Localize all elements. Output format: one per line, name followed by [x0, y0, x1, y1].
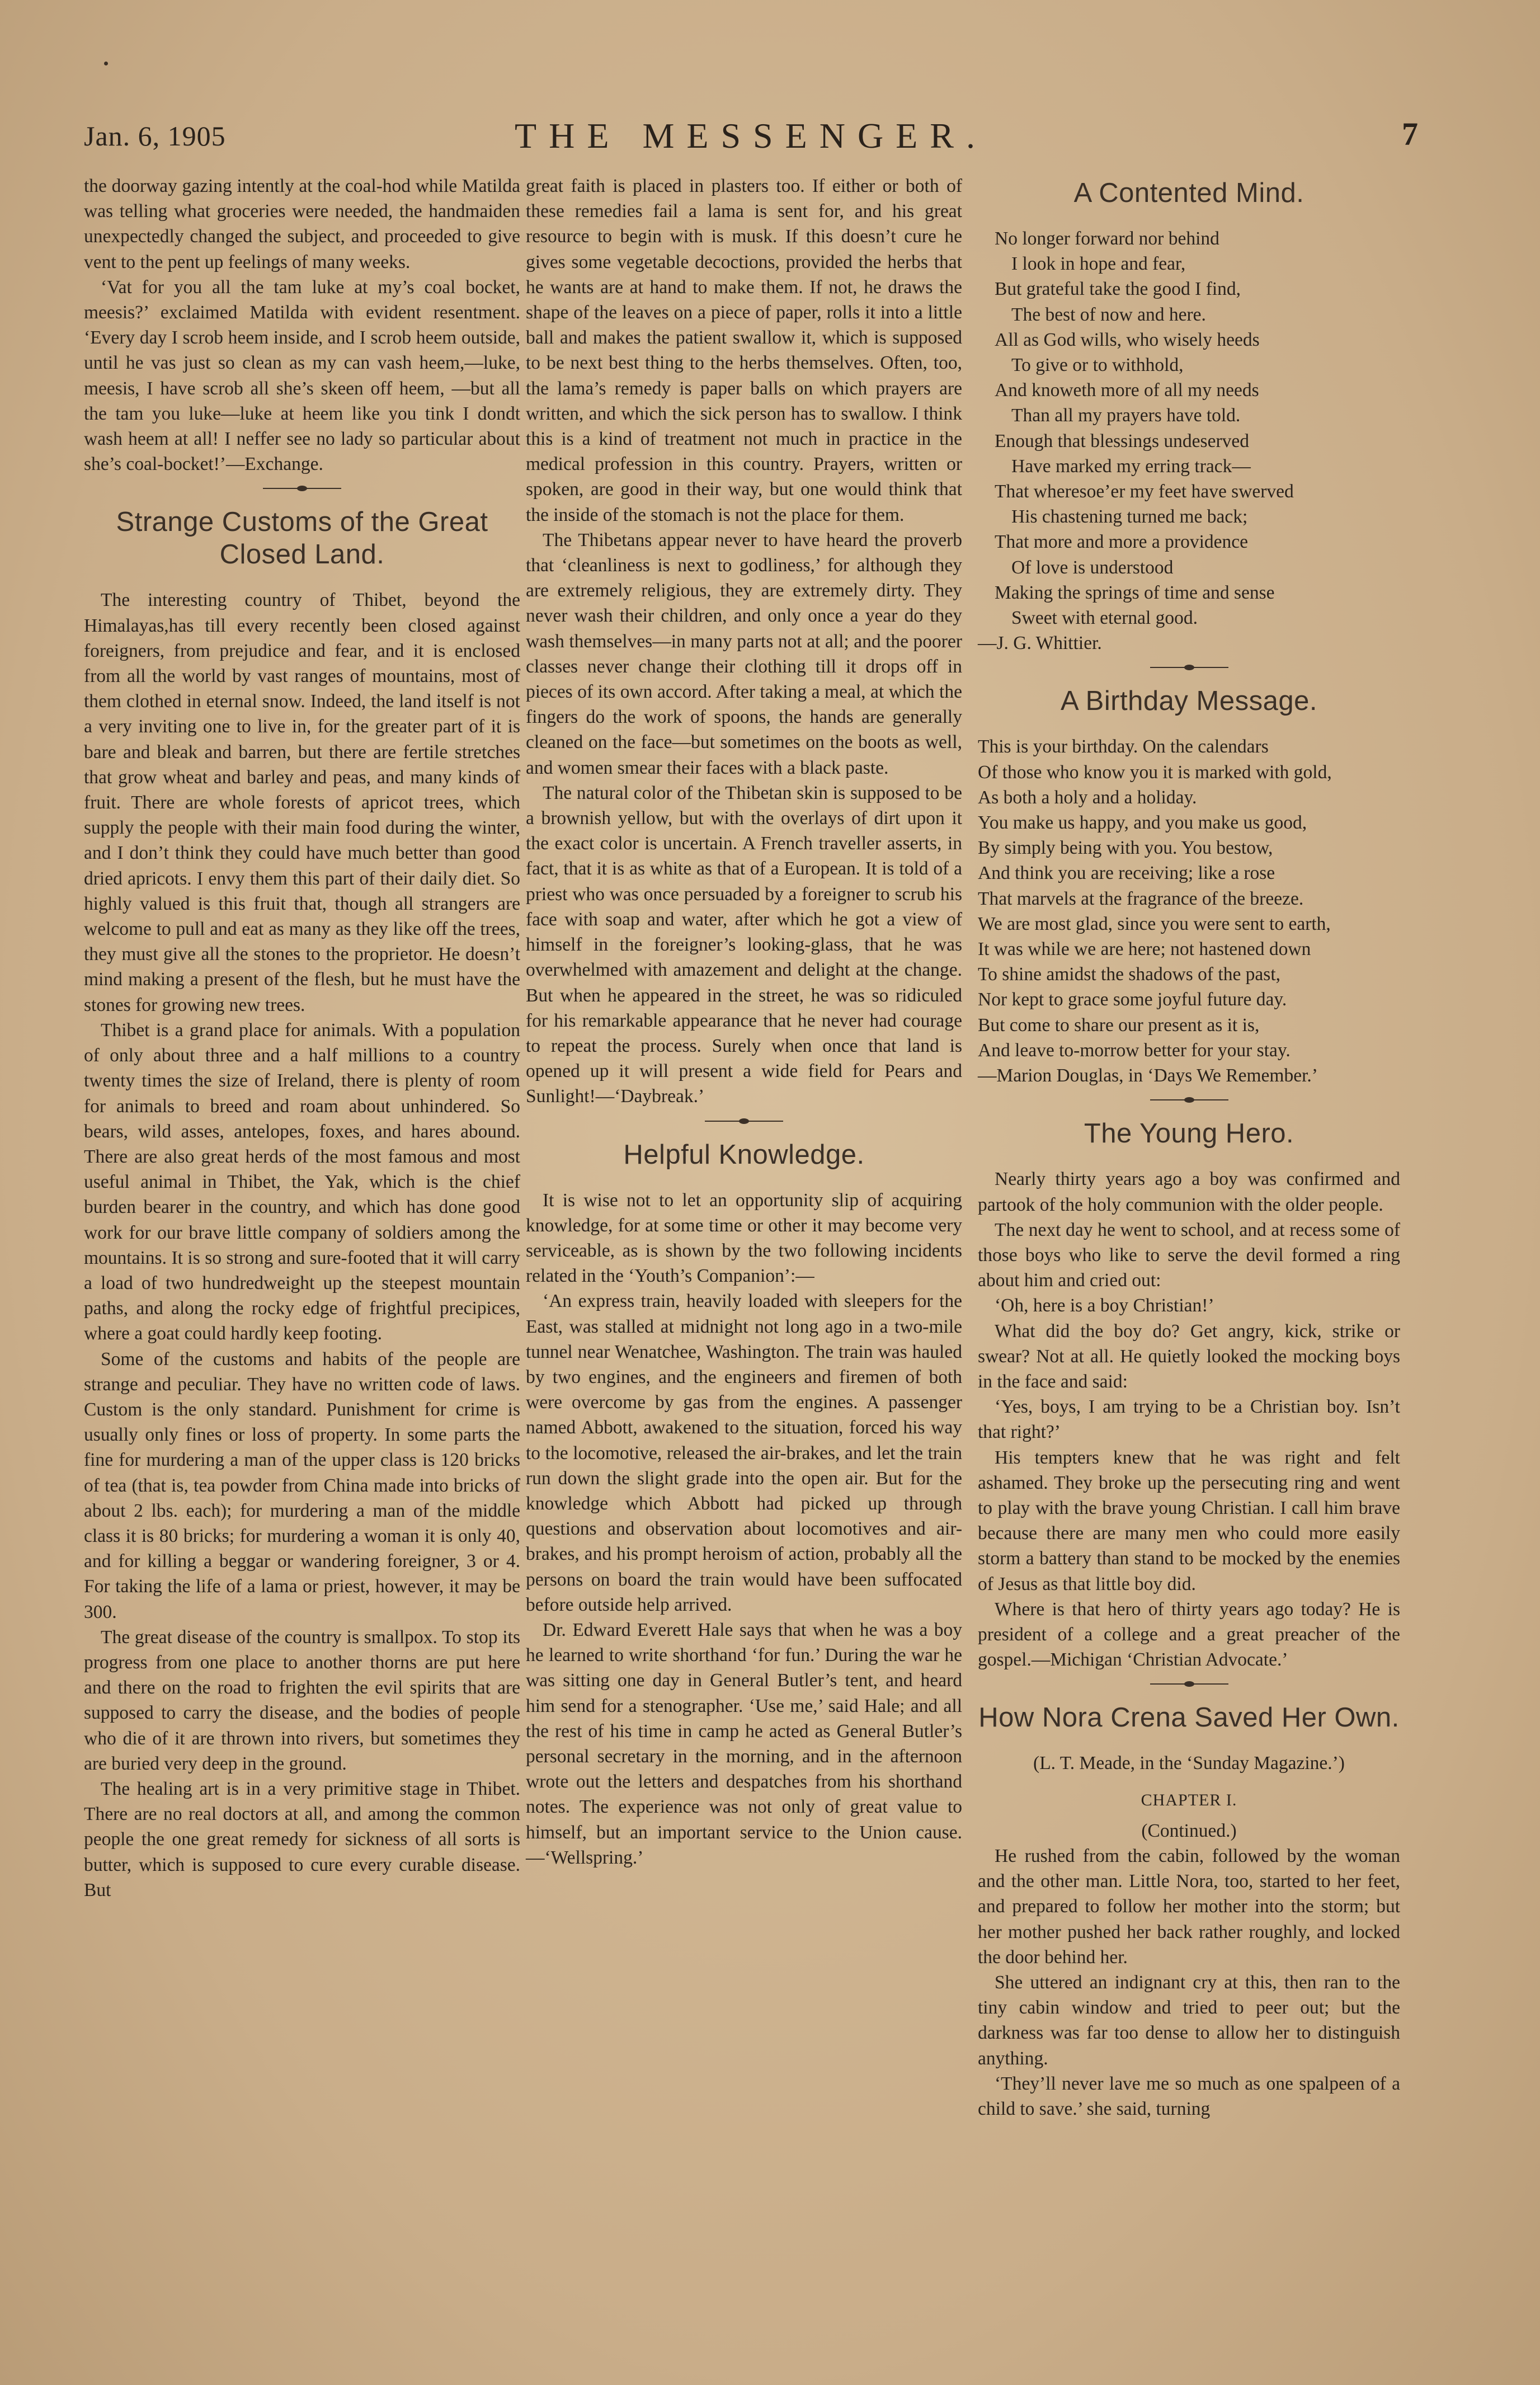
poem-line: And knoweth more of all my needs — [995, 380, 1259, 401]
poem-line: Than all my prayers have told. — [1011, 405, 1241, 426]
paragraph: Some of the customs and habits of the people are strange and peculiar. They have no written code of laws. Custom is the only standard. Punishment for crime is usually only fines or loss of property. In some parts the fine for murdering a man of the upper class is 120 bricks of tea (that is, tea powder from China made into bricks of about 2 lbs. each); for murdering a man of the middle class it is 80 bricks; for murdering a woman it is only 40, and for killing a beggar or wandering foreigner, 3 or 4. For taking the life of a lama or priest, however, it may be 300. — [84, 1348, 520, 1622]
poem-line: Enough that blessings undeserved — [995, 430, 1249, 451]
paragraph: ‘Vat for you all the tam luke at my’s coal bocket, meesis?’ exclaimed Matilda with evident resentment. ‘Every day I scrob heem inside, and I scrob heem outside, until he vas just so clean as my can vash heem,—luke, meesis, I have scrob all she’s skeen off heem, —but all the tam you luke—luke at heem like you tink I dondt wash heem at all! I neffer see no lady so particular about she’s coal-bocket!’—Exchange. — [84, 276, 520, 475]
poem-line: By simply being with you. You bestow, — [978, 838, 1273, 859]
masthead-title: THE MESSENGER. — [515, 116, 987, 156]
poem-line: And leave to-morrow better for your stay. — [978, 1039, 1291, 1061]
divider-ornament — [263, 484, 341, 492]
paragraph: She uttered an indignant cry at this, then ran to the tiny cabin window and tried to peer out; but the darkness was far too dense to allow her to distinguish anything. — [978, 1972, 1400, 2069]
column-3 — [978, 173, 1400, 2121]
poem-line: We are most glad, since you were sent to earth, — [978, 913, 1331, 934]
poem-title: A Birthday Message. — [1061, 686, 1317, 717]
poem-line: To shine amidst the shadows of the past, — [978, 964, 1281, 985]
paragraph: The healing art is in a very primitive stage in Thibet. There are no real doctors at all, and among the common people the one great remedy for sickness of all sorts is butter, which is supposed to cure every curable disease. But — [84, 1778, 520, 1901]
paragraph: ‘An express train, heavily loaded with sleepers for the East, was stalled at midnight not long ago in a two-mile tunnel near Wenatchee, Washington. The train was hauled by two engines, and the engineers and firemen of both were overcome by gas from the engines. A passenger named Abbott, awakened to the situation, forced his way to the locomotive, released the air-brakes, and let the train run down the slight grade into the open air. But for the knowledge which Abbott had picked up through questions and observation about locomotives and air-brakes, and his prompt heroism of action, probably all the persons on board the train would have been suffocated before outside help arrived. — [526, 1291, 962, 1615]
poem-line: No longer forward nor behind — [995, 228, 1219, 249]
paragraph: Where is that hero of thirty years ago today? He is president of a college and a great preacher of the gospel.—Michigan ‘Christian Advocate.’ — [978, 1598, 1400, 1671]
paragraph: The great disease of the country is smallpox. To stop its progress from one place to another thorns are put here and there on the road to frighten the evil spirits that are supposed to carry the disease, and the bodies of people who die of it are thrown into rivers, but sometimes they are buried very deep in the ground. — [84, 1626, 520, 1774]
paragraph: ‘Yes, boys, I am trying to be a Christian boy. Isn’t that right?’ — [978, 1396, 1400, 1443]
poem-birthday-message — [978, 734, 1400, 1088]
paragraph: the doorway gazing intently at the coal-hod while Matilda was telling what groceries were needed, the handmaiden unexpectedly changed the subject, and proceeded to give vent to the pent up feelings of many weeks. — [84, 176, 520, 272]
poem-line: That more and more a providence — [995, 531, 1248, 553]
poem-line: All as God wills, who wisely heeds — [995, 329, 1260, 350]
paragraph: His tempters knew that he was right and felt ashamed. They broke up the persecuting ring and went to play with the brave young Christian. I call him brave because there are many men who could more easily storm a battery than stand to be mocked by the enemies of Jesus as that little boy did. — [978, 1447, 1400, 1594]
article-title: How Nora Crena Saved Her Own. — [978, 1702, 1400, 1733]
poem-line: I look in hope and fear, — [1011, 253, 1186, 275]
poem-line: Making the springs of time and sense — [995, 582, 1275, 603]
poem-title: A Contented Mind. — [1073, 178, 1304, 208]
poem-line: Have marked my erring track— — [1011, 455, 1251, 477]
poem-line: And think you are receiving; like a rose — [978, 863, 1275, 884]
poem-line: His chastening turned me back; — [1011, 506, 1248, 528]
paragraph: Nearly thirty years ago a boy was confirmed and partook of the holy communion with the older people. — [978, 1169, 1400, 1215]
poem-line: The best of now and here. — [1011, 304, 1206, 325]
column-2 — [526, 173, 962, 1870]
poem-line: Of those who know you it is marked with gold, — [978, 761, 1332, 783]
poem-line: But come to share our present as it is, — [978, 1014, 1260, 1036]
poem-line: You make us happy, and you make us good, — [978, 812, 1307, 834]
divider-ornament — [1150, 1680, 1228, 1688]
poem-line: Sweet with eternal good. — [1011, 608, 1198, 629]
poem-line: That marvels at the fragrance of the breeze. — [978, 888, 1304, 909]
poem-line: Of love is understood — [1011, 557, 1174, 578]
divider-ornament — [705, 1117, 783, 1125]
continued-note: (Continued.) — [1141, 1820, 1237, 1841]
column-1 — [84, 173, 520, 1903]
issue-date: Jan. 6, 1905 — [84, 120, 226, 152]
poem-line: It was while we are here; not hastened down — [978, 939, 1311, 960]
paragraph: Thibet is a grand place for animals. With a population of only about three and a half millions to a country twenty times the size of Ireland, there is plenty of room for animals to breed and roam about unhindered. So bears, wild asses, antelopes, foxes, and hares abound. There are also great herds of the most famous and most useful animal in Thibet, the Yak, which is the chief burden bearer in the country, and which has done good work for our brave little company of soldiers among the mountains. It is so strong and sure-footed that it will carry a load of two hundredweight up the steepest mountain paths, and along the rocky edge of frightful precipices, where a goat could hardly keep footing. — [84, 1019, 520, 1344]
article-title: Helpful Knowledge. — [623, 1139, 865, 1170]
paragraph: He rushed from the cabin, followed by the woman and the other man. Little Nora, too, started to her feet, and prepared to follow her mother into the storm; but her mother pushed her back rather roughly, and locked the door behind her. — [978, 1845, 1400, 1968]
poem-contented-mind — [978, 226, 1400, 656]
poem-line: Nor kept to grace some joyful future day. — [978, 989, 1287, 1010]
divider-ornament — [1150, 1096, 1228, 1104]
paragraph: The Thibetans appear never to have heard the proverb that ‘cleanliness is next to godliness,’ for although they are extremely religious, they are extremely dirty. They never wash their children, and only once a year do they wash themselves—in many parts not at all; and the poorer classes never change their clothing till it drops off in pieces of its own accord. After taking a meal, at which the fingers do the work of spoons, the hands are generally cleaned on the face—but sometimes on the boots as well, and women smear their faces with a black paste. — [526, 529, 962, 778]
paragraph: The interesting country of Thibet, beyond the Himalayas,has till every recently been closed against foreigners, from prejudice and fear, and it is enclosed from all the world by vast ranges of mountains, most of them clothed in eternal snow. Indeed, the land itself is not a very inviting one to live in, for the greater part of it is bare and bleak and barren, but there are fertile stretches that grow wheat and barley and peas, and many kinds of fruit. There are whole forests of apricot trees, which supply the people with their main food during the winter, and I don’t think they could have much better than good dried apricots. I envy them this part of their daily diet. So highly valued is this fruit that, though all strangers are welcome to pull and eat as many as they like off the trees, they must give all the stones to the proprietor. He doesn’t mind making a present of the flesh, but he must have the stones for growing new trees. — [84, 590, 520, 1015]
poem-line: This is your birthday. On the calendars — [978, 736, 1269, 758]
paragraph: ‘They’ll never lave me so much as one spalpeen of a child to save.’ she said, turning — [978, 2073, 1400, 2119]
paragraph: great faith is placed in plasters too. If either or both of these remedies fail a lama is sent for, and his great resource to begin with is musk. If this doesn’t cure he gives some vegetable decoctions, provided the herbs that he wants are at hand to make them. If not, he draws the shape of the leaves on a piece of paper, rolls it into a little ball and makes the patient swallow it, which is supposed to be next best thing to the herbs themselves. Often, too, the lama’s remedy is paper balls on which prayers are written, and which the sick person has to swallow. I think this is a kind of treatment not much in practice in the medical profession in this country. Prayers, written or spoken, are good in their way, but one would think that the inside of the stomach is not the place for them. — [526, 176, 962, 525]
ink-speck — [104, 62, 108, 65]
poem-attribution: —J. G. Whittier. — [978, 633, 1102, 654]
article-title: Strange Customs of the Great Closed Land. — [116, 507, 488, 570]
page-header — [84, 115, 1418, 160]
poem-line: But grateful take the good I find, — [995, 279, 1241, 300]
poem-line: That wheresoe’er my feet have swerved — [995, 481, 1294, 502]
byline: (L. T. Meade, in the ‘Sunday Magazine.’) — [1033, 1753, 1345, 1774]
chapter-heading: CHAPTER I. — [1141, 1790, 1237, 1809]
paragraph: What did the boy do? Get angry, kick, strike or swear? Not at all. He quietly looked the mocking boys in the face and said: — [978, 1320, 1400, 1392]
paragraph: Dr. Edward Everett Hale says that when he was a boy he learned to write shorthand ‘for fun.’ During the war he was sitting one day in General Butler’s tent, and heard him send for a stenographer. ‘Use me,’ said Hale; and all the rest of his time in camp he acted as General Butler’s personal secretary in the morning, and in the afternoon wrote out the letters and despatches from his shorthand notes. The experience was not only of great value to himself, but an important service to the Union cause.—‘Wellspring.’ — [526, 1619, 962, 1868]
paragraph: The next day he went to school, and at recess some of those boys who like to serve the devil formed a ring about him and cried out: — [978, 1219, 1400, 1291]
article-title: The Young Hero. — [1084, 1118, 1294, 1149]
page-number: 7 — [1402, 116, 1418, 152]
poem-attribution: —Marion Douglas, in ‘Days We Remember.’ — [978, 1065, 1318, 1086]
poem-line: As both a holy and a holiday. — [978, 787, 1197, 808]
paragraph: It is wise not to let an opportunity slip of acquiring knowledge, for at some time or other it may become very serviceable, as is shown by the two following incidents related in the ‘Youth’s Companion’:— — [526, 1189, 962, 1287]
poem-line: To give or to withhold, — [1011, 355, 1184, 376]
paragraph: The natural color of the Thibetan skin is supposed to be a brownish yellow, but with the overlays of dirt upon it the exact color is uncertain. A French traveller asserts, in fact, that it is as white as that of a European. It is told of a priest who was once persuaded by a foreigner to scrub his face with soap and water, after which he got a view of himself in the foreigner’s looking-glass, that he was overwhelmed with amazement and delight at the change. But when he appeared in the street, he was so ridiculed for his remarkable appearance that he never had courage to repeat the process. Surely when once that land is opened up it will present a wide field for Pears and Sunlight!—‘Daybreak.’ — [526, 782, 962, 1107]
paragraph: ‘Oh, here is a boy Christian!’ — [995, 1295, 1214, 1316]
divider-ornament — [1150, 664, 1228, 671]
